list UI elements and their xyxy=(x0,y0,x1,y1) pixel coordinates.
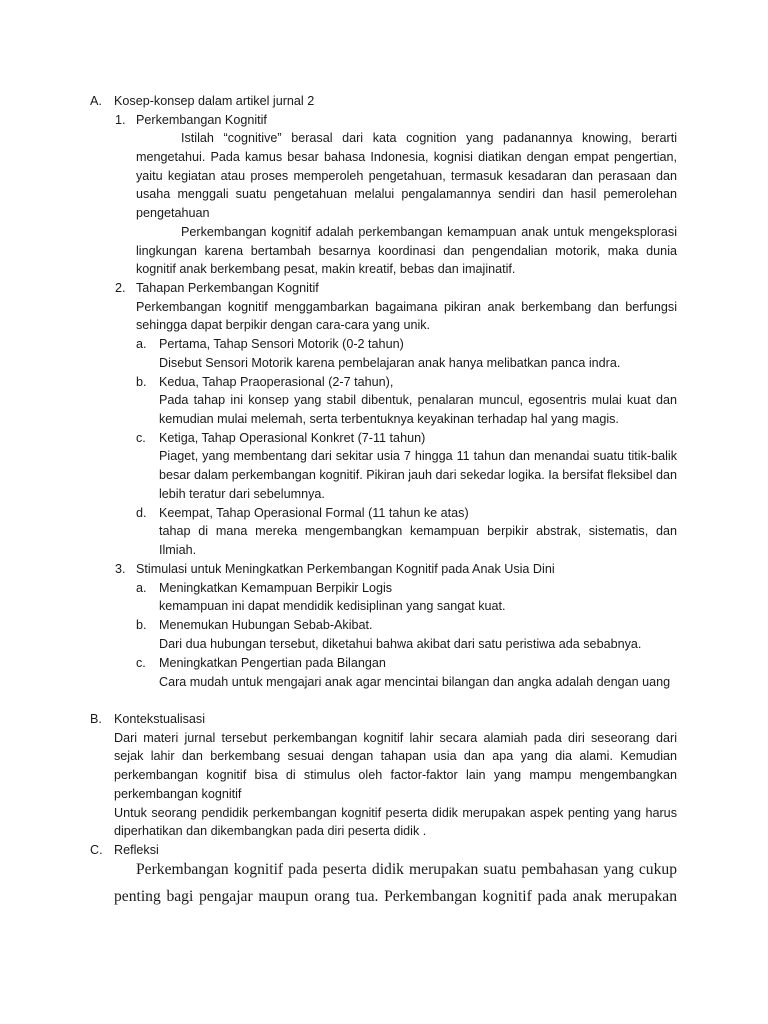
item-2b-line: Pada tahap ini konsep yang stabil dibentuk, penalaran muncul, egosentris mulai kuat dan xyxy=(159,393,677,407)
section-a-marker: A. xyxy=(90,94,102,108)
item-1-marker: 1. xyxy=(115,113,126,127)
item-1-title: Perkembangan Kognitif xyxy=(136,113,267,127)
section-b-para-1-line: perkembangan kognitif xyxy=(114,787,242,801)
item-2a-marker: a. xyxy=(136,337,147,351)
item-1-para-2-line: lingkungan karena bertambah besarnya koordinasi dan pengendalian motorik, maka dunia xyxy=(136,244,677,258)
item-1-para-1-line: Istilah “cognitive” berasal dari kata cognition yang padanannya knowing, berarti xyxy=(181,131,677,145)
item-1-para-2-line: kognitif anak berkembang pesat, makin kreatif, bebas dan imajinatif. xyxy=(136,262,516,276)
item-1-para-2-line: Perkembangan kognitif adalah perkembangan kemampuan anak untuk mengeksplorasi xyxy=(181,225,677,239)
item-2d-title: Keempat, Tahap Operasional Formal (11 tahun ke atas) xyxy=(159,506,469,520)
section-c-line: penting bagi pengajar maupun orang tua. Perkembangan kognitif pada anak merupakan xyxy=(114,888,677,905)
item-1-para-1-line: usaha menggali suatu pengetahuan melalui pengalamannya sendiri dan hasil pemerolehan xyxy=(136,187,677,201)
item-2-intro-line: Perkembangan kognitif menggambarkan bagaimana pikiran anak berkembang dan berfungsi xyxy=(136,300,677,314)
item-3-title: Stimulasi untuk Meningkatkan Perkembangan Kognitif pada Anak Usia Dini xyxy=(136,562,555,576)
item-2-marker: 2. xyxy=(115,281,126,295)
item-3b-title: Menemukan Hubungan Sebab-Akibat. xyxy=(159,618,373,632)
item-2b-line: kemudian mulai melemah, serta terbentuknya keyakinan terhadap hal yang magis. xyxy=(159,412,619,426)
section-b-para-1-line: Dari materi jurnal tersebut perkembangan kognitif lahir secara alamiah pada diri seseorang dari xyxy=(114,731,677,745)
item-1-para-1-line: pengetahuan xyxy=(136,206,210,220)
item-1-para-1-line: yaitu kegiatan atau proses memperoleh pengetahuan, termasuk kesadaran dan perasaan dan xyxy=(136,169,677,183)
item-2-intro-line: sehingga dapat berpikir dengan cara-cara yang unik. xyxy=(136,318,431,332)
section-b-para-2-line: Untuk seorang pendidik perkembangan kognitif peserta didik merupakan aspek penting yang harus xyxy=(114,806,677,820)
item-2b-title: Kedua, Tahap Praoperasional (2-7 tahun), xyxy=(159,375,394,389)
section-a-title: Kosep-konsep dalam artikel jurnal 2 xyxy=(114,94,315,108)
item-2c-title: Ketiga, Tahap Operasional Konkret (7-11 tahun) xyxy=(159,431,426,445)
item-3a-line: kemampuan ini dapat mendidik kedisiplinan yang sangat kuat. xyxy=(159,599,506,613)
item-2d-line: tahap di mana mereka mengembangkan kemampuan berpikir abstrak, sistematis, dan xyxy=(159,524,677,538)
item-1-para-1-line: mengetahui. Pada kamus besar bahasa Indonesia, kognisi diatikan dengan empat pengertian, xyxy=(136,150,677,164)
item-2d-marker: d. xyxy=(136,506,147,520)
section-b-para-1-line: perkembangan kognitif bisa di stimulus oleh factor-faktor lain yang mampu mengembangkan xyxy=(114,768,677,782)
item-3-marker: 3. xyxy=(115,562,126,576)
item-2b-marker: b. xyxy=(136,375,147,389)
item-2c-line: lebih teratur dari sebelumnya. xyxy=(159,487,325,501)
item-3c-marker: c. xyxy=(136,656,146,670)
section-c-marker: C. xyxy=(90,843,103,857)
item-2a-title: Pertama, Tahap Sensori Motorik (0-2 tahun) xyxy=(159,337,404,351)
item-2c-line: Piaget, yang membentang dari sekitar usia 7 hingga 11 tahun dan menandai suatu titik-balik xyxy=(159,449,677,463)
section-c-title: Refleksi xyxy=(114,843,159,857)
item-3b-marker: b. xyxy=(136,618,147,632)
item-2c-line: besar dalam perkembangan kognitif. Pikiran jauh dari sekedar logika. Ia bersifat fleksibel dan xyxy=(159,468,678,482)
section-b-para-1-line: sejak lahir dan berkembang sesuai dengan tahapan usia dan apa yang dia alami. Kemudian xyxy=(114,749,677,763)
section-b-marker: B. xyxy=(90,712,102,726)
item-2a-line: Disebut Sensori Motorik karena pembelajaran anak hanya melibatkan panca indra. xyxy=(159,356,621,370)
item-3c-line: Cara mudah untuk mengajari anak agar mencintai bilangan dan angka adalah dengan uang xyxy=(159,675,671,689)
item-2d-line: Ilmiah. xyxy=(159,543,197,557)
item-3a-title: Meningkatkan Kemampuan Berpikir Logis xyxy=(159,581,393,595)
item-3b-line: Dari dua hubungan tersebut, diketahui bahwa akibat dari satu peristiwa ada sebabnya. xyxy=(159,637,642,651)
section-c-line: Perkembangan kognitif pada peserta didik merupakan suatu pembahasan yang cukup xyxy=(136,861,677,878)
item-3c-title: Meningkatkan Pengertian pada Bilangan xyxy=(159,656,386,670)
section-b-para-2-line: diperhatikan dan dikembangkan pada diri peserta didik . xyxy=(114,824,427,838)
item-3a-marker: a. xyxy=(136,581,147,595)
section-b-title: Kontekstualisasi xyxy=(114,712,206,726)
item-2-title: Tahapan Perkembangan Kognitif xyxy=(136,281,319,295)
item-2c-marker: c. xyxy=(136,431,146,445)
